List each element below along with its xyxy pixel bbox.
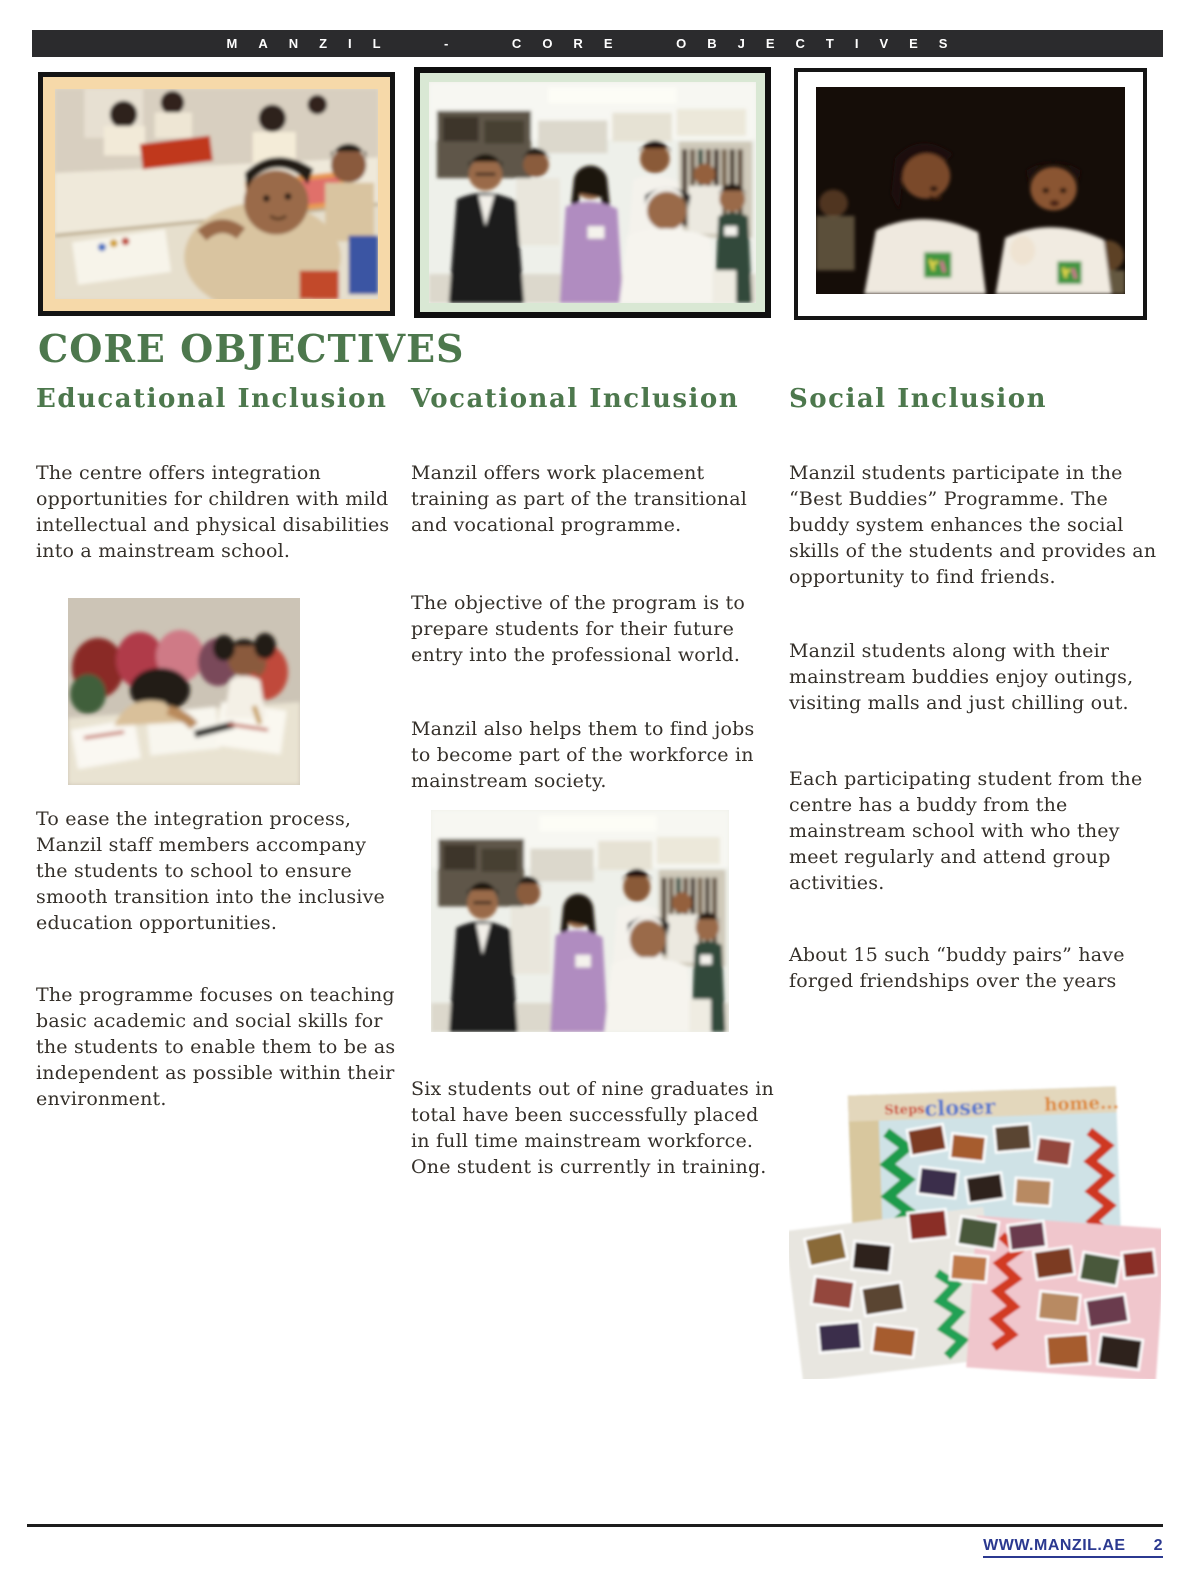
paragraph: Manzil offers work placement training as part of the transitional and vocational programme. bbox=[411, 462, 748, 536]
collage-word-home: home... bbox=[1043, 1092, 1120, 1116]
paragraph: About 15 such “buddy pairs” have forged friendships over the years bbox=[789, 944, 1125, 992]
children-writing-photo bbox=[68, 598, 300, 785]
paragraph: Six students out of nine graduates in total have been successfully placed in full time mainstream workforce. One student is currently in training. bbox=[411, 1078, 774, 1178]
footer-page-number: 2 bbox=[1153, 1537, 1163, 1554]
column-educational-inclusion bbox=[36, 384, 398, 1112]
footer bbox=[983, 1537, 1163, 1558]
page-header-title: MANZIL - CORE OBJECTIVES bbox=[226, 36, 969, 51]
column-social-inclusion bbox=[789, 384, 1165, 1379]
storeroom-photo bbox=[429, 82, 756, 303]
column-vocational-inclusion bbox=[411, 384, 775, 1180]
paragraph: To ease the integration process, Manzil staff members accompany the students to school to ensure smooth transition into the inclusive education opportunities. bbox=[36, 808, 385, 934]
photo-storeroom-framed bbox=[414, 67, 771, 318]
stage-photo bbox=[816, 87, 1125, 294]
paragraph: Manzil students along with their mainstream buddies enjoy outings, visiting malls and just chilling out. bbox=[789, 640, 1134, 714]
column-heading-educational: Educational Inclusion bbox=[36, 384, 388, 414]
paragraph: Each participating student from the centre has a buddy from the mainstream school with who they meet regularly and attend group activities. bbox=[789, 768, 1143, 894]
collage-word-closer: closer bbox=[923, 1093, 996, 1122]
paragraph: Manzil also helps them to find jobs to become part of the workforce in mainstream society. bbox=[411, 718, 755, 792]
collage-word-steps: Steps bbox=[884, 1102, 925, 1119]
column-heading-vocational: Vocational Inclusion bbox=[411, 384, 740, 414]
photo-classroom-framed bbox=[38, 72, 395, 316]
page-title: CORE OBJECTIVES bbox=[38, 326, 465, 371]
paragraph: The objective of the program is to prepare students for their future entry into the professional world. bbox=[411, 592, 746, 666]
footer-website-link[interactable]: WWW.MANZIL.AE bbox=[983, 1537, 1126, 1554]
footer-divider-line bbox=[27, 1524, 1163, 1527]
paragraph: The centre offers integration opportunities for children with mild intellectual and physical disabilities into a mainstream school. bbox=[36, 462, 390, 562]
paragraph: The programme focuses on teaching basic academic and social skills for the students to enable them to be as independent as possible within their environment. bbox=[36, 984, 396, 1110]
column-heading-social: Social Inclusion bbox=[789, 384, 1048, 414]
page-header-bar bbox=[32, 30, 1163, 57]
work-placement-group-photo bbox=[431, 810, 729, 1032]
collage-boards-photo bbox=[789, 1083, 1161, 1379]
paragraph: Manzil students participate in the “Best Buddies” Programme. The buddy system enhances the social skills of the students and provides an opportunity to find friends. bbox=[789, 462, 1157, 588]
photo-stage-framed bbox=[794, 68, 1147, 320]
classroom-photo bbox=[55, 89, 378, 299]
